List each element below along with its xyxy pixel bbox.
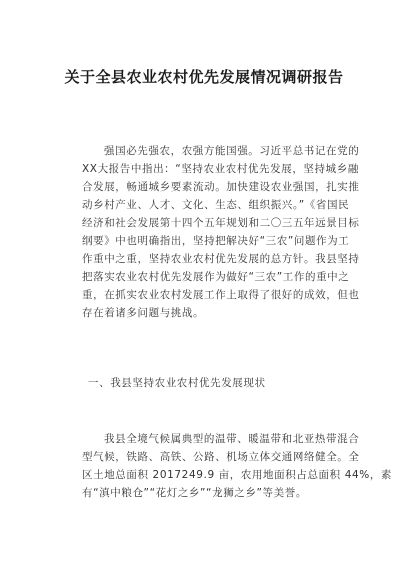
- paragraph-line: 动乡村产业、人才、文化、生态、组织振兴。”《省国民: [82, 199, 350, 211]
- paragraph-line: 作重中之重，坚持农业农村优先发展的总方针。我县坚持: [82, 253, 360, 265]
- paragraph-line: 经济和社会发展第十四个五年规划和二〇三五年远景目标: [82, 217, 360, 229]
- paragraph-line: 纲要》中也明确指出，坚持把解决好“三农”问题作为工: [82, 235, 350, 247]
- section-paragraph: [82, 430, 393, 502]
- paragraph-line: 型气候，铁路、高铁、公路、机场立体交通网络健全。全: [82, 451, 360, 463]
- document-title: 关于全县农业农村优先发展情况调研报告: [64, 68, 344, 86]
- paragraph-line: 强国必先强农，农强方能国强。习近平总书记在党的: [104, 145, 360, 157]
- paragraph-line: 我县全境气候属典型的温带、暖温带和北亚热带混合: [104, 433, 360, 445]
- intro-paragraph: [82, 142, 360, 322]
- paragraph-line: XX大报告中指出：“坚持农业农村优先发展，坚持城乡融: [82, 163, 359, 175]
- paragraph-line: 合发展，畅通城乡要素流动。加快建设农业强国，扎实推: [82, 181, 360, 193]
- section-heading: 一、我县坚持农业农村优先发展现状: [88, 377, 266, 389]
- paragraph-line: 有“滇中粮仓”“花灯之乡”“龙狮之乡”等美誉。: [82, 487, 307, 499]
- paragraph-line: 区土地总面积 2017249.9 亩，农用地面积占总面积 44%，素: [82, 469, 393, 481]
- paragraph-line: 存在着诸多问题与挑战。: [82, 307, 205, 319]
- paragraph-line: 把落实农业农村优先发展作为做好“三农”工作的重中之: [82, 271, 350, 283]
- paragraph-line: 重，在抓实农业农村发展工作上取得了很好的成效，但也: [82, 289, 360, 301]
